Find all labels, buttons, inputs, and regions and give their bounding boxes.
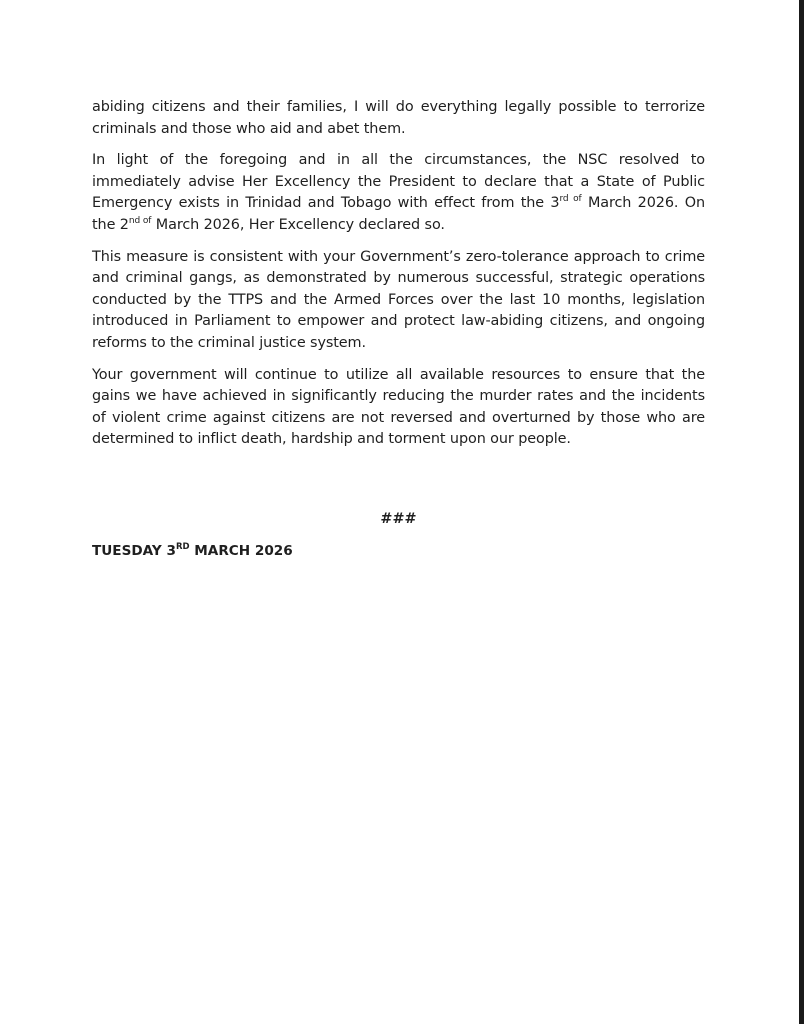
- ordinal-suffix: nd of: [128, 215, 152, 226]
- paragraph-text: In light of the foregoing and in all the circumstances, the NSC resolved to immediately advise Her Excellency the President to declare that a State of Public Emergency exists in Trinidad and Tobago with effect from the 3: [92, 152, 705, 212]
- end-separator: ###: [380, 510, 417, 527]
- document-page: [92, 97, 705, 562]
- dateline: [92, 540, 705, 562]
- paragraph-text: Your government will continue to utilize all available resources to ensure that the gains we have achieved in significantly reducing the murder rates and the incidents of violent crime against citizens are not reversed and overturned by those who are determined to inflict death, hardship and torment upon our people.: [92, 366, 705, 448]
- paragraph-text: March 2026. On the 2: [92, 195, 705, 233]
- paragraph-emergency-declaration: [92, 150, 705, 236]
- paragraph-legal-action: [92, 97, 705, 140]
- paragraph-text: This measure is consistent with your Government’s zero-tolerance approach to crime and criminal gangs, as demonstrated by numerous successful, strategic operations conducted by the TTPS and the Armed Forces over the last 10 months, legislation introduced in Parliament to empower and protect law-abiding citizens, and ongoing reforms to the criminal justice system.: [92, 248, 705, 351]
- paragraph-text: abiding citizens and their families, I will do everything legally possible to terrorize criminals and those who aid and abet them.: [92, 99, 705, 137]
- dateline-ordinal: RD: [175, 541, 190, 552]
- ordinal-suffix: rd of: [559, 194, 582, 205]
- dateline-day: TUESDAY 3: [92, 542, 176, 559]
- dateline-month-year: MARCH 2026: [189, 542, 293, 559]
- paragraph-text: March 2026, Her Excellency declared so.: [151, 216, 445, 233]
- paragraph-zero-tolerance: [92, 247, 705, 355]
- window-edge-strip: [799, 0, 804, 1024]
- paragraph-continued-resources: [92, 365, 705, 451]
